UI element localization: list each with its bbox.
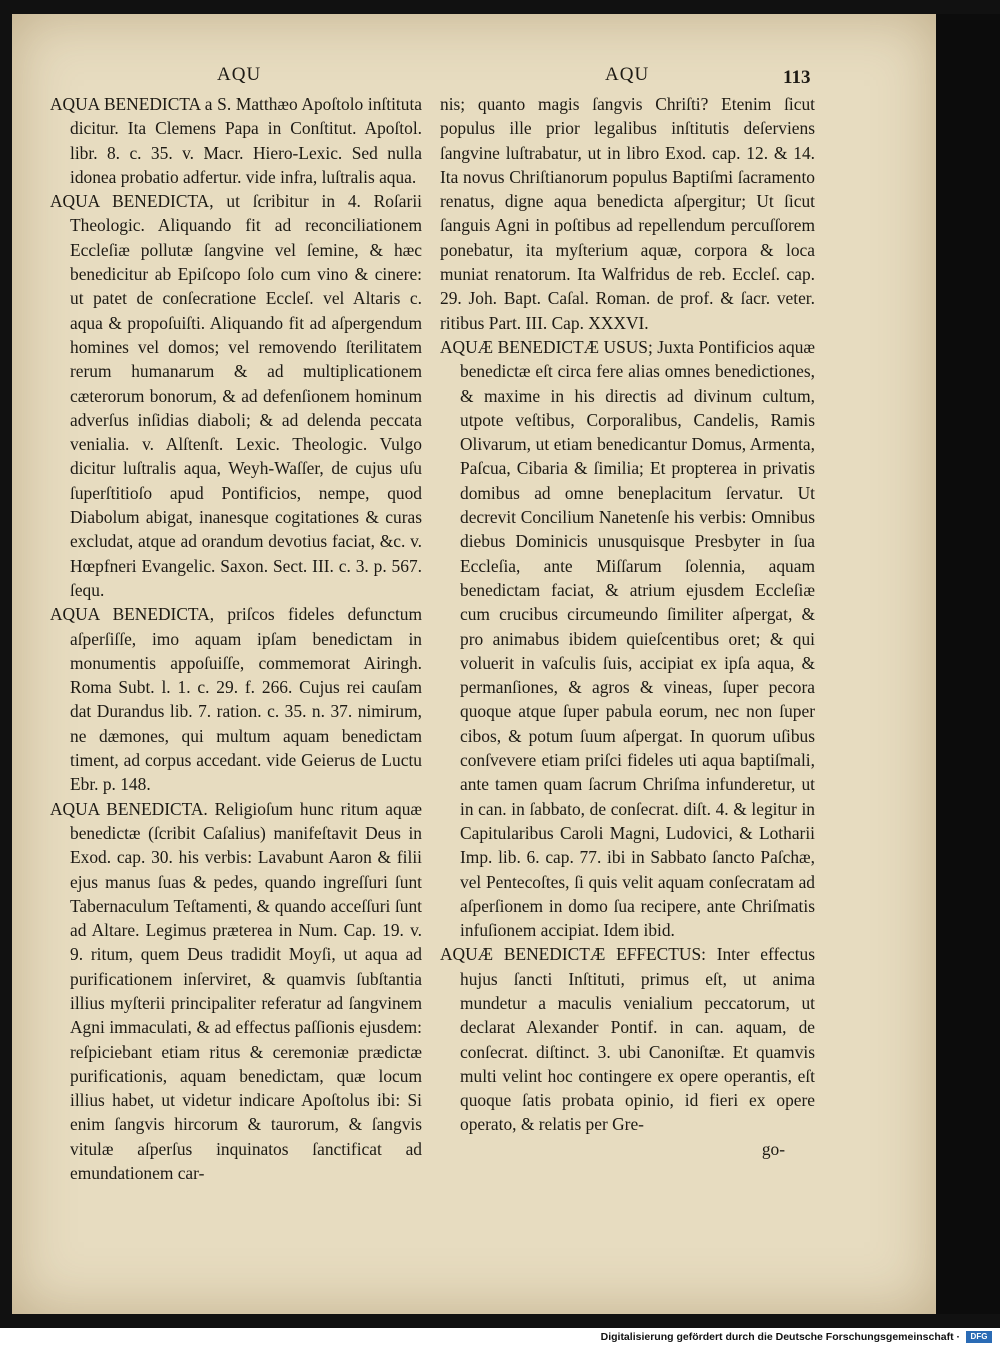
entry-aqua-benedicta-4: AQUA BENEDICTA. Religioſum hunc ritum aquæ benedictæ (ſcribit Caſalius) manifeſtavit Deus in Exod. cap. 30. his verbis: Lavabunt Aaron & filii ejus manus ſuas & pedes, quando ingreſſuri ſunt Tabernaculum Teſtamenti, & quando acceſſuri ſunt ad Altare. Legimus præterea in Num. Cap. 19. v. 9. ritum, quem Deus tradidit Moyſi, ut aqua ad purificationem inſerviret, & quamvis ſubſtantia illius myſterii principaliter referatur ad ſangvinem Agni immaculati, & ad effectus paſſionis ejusdem: reſpiciebant etiam ritus & ceremoniæ prædictæ purificationis, aquam benedictam, quæ locum illius habet, ut videtur indicare Apoſtolus ibi: Si enim ſangvis hircorum & taurorum, & ſangvis vitulæ aſperſus inquinatos ſanctificat ad emundationem car- xyxy=(50,798,422,1184)
entry-aqua-benedicta-1: AQUA BENEDICTA a S. Matthæo Apoſtolo inſtituta dicitur. Ita Clemens Papa in Conſtitut. Apoſtol. libr. 8. c. 35. v. Macr. Hiero-Lexic. Sed nulla idonea probatio adfertur. vide infra, luſtralis aqua. xyxy=(50,94,422,187)
entry-aqua-benedicta-3: AQUA BENEDICTA, priſcos fideles defunctum aſperſiſſe, imo aquam ipſam benedictam in monumentis appoſuiſſe, commemorat Airingh. Roma Subt. l. 1. c. 29. f. 266. Cujus rei cauſam dat Durandus lib. 7. ration. c. 35. n. 37. nimirum, ne dæmones, qui multum aquam benedictam timent, ad corpus accedant. vide Geierus de Luctu Ebr. p. 148. xyxy=(50,604,422,795)
entry-aqua-benedicta-2: AQUA BENEDICTA, ut ſcribitur in 4. Roſarii Theologic. Aliquando fit ad reconciliationem Eccleſiæ pollutæ ſangvine vel ſemine, & hæc benedicitur ab Epiſcopo ſolo cum vino & cinere: ut patet de conſecratione Eccleſ. vel Altaris c. aqua & propoſuiſti. Aliquando fit ad aſpergendum homines vel domos; vel removendo ſterilitatem rerum humanarum & ad multiplicationem cæterorum bonorum, & ad defenſionem hominum adverſus inſidias diaboli; & ad delenda peccata venialia. v. Alſtenſt. Lexic. Theologic. Vulgo dicitur luſtralis aqua, Weyh-Waſſer, de cujus uſu ſuperſtitioſo apud Pontificios, nempe, quod Diabolum abigat, inanesque cogitationes & curas excludat, atque ad orandum devotius faciat, &c. v. Hœpfneri Evangelic. Saxon. Sect. III. c. 3. p. 567. ſequ. xyxy=(50,191,422,600)
scan-dark-edge xyxy=(936,14,1000,1314)
page-number: 113 xyxy=(783,67,811,88)
running-head-left: AQU xyxy=(217,64,262,85)
left-column xyxy=(50,92,422,1185)
footer-credit: Digitalisierung gefördert durch die Deutsche Forschungsgemeinschaft · xyxy=(600,1331,960,1343)
entry-continuation: nis; quanto magis ſangvis Chriſti? Etenim ſicut populus ille prior legalibus inſtitutis deſerviens ſangvine luſtrabatur, ut in libro Exod. cap. 12. & 14. Ita novus Chriſtianorum populus Baptiſmi ſacramento renatus, digne aqua benedicta aſpergitur; Ut ſicut ſanguis Agni in poſtibus ad repellendum percuſſorem ponebatur, ita myſterium aquæ, corpora & loca muniat renatorum. Ita Walfridus de reb. Eccleſ. cap. 29. Joh. Bapt. Caſal. Roman. de prof. & ſacr. veter. ritibus Part. III. Cap. XXXVI. xyxy=(440,94,815,333)
right-column xyxy=(440,92,815,1161)
entry-aquae-benedictae-usus: AQUÆ BENEDICTÆ USUS; Juxta Pontificios aquæ benedictæ eſt circa fere alias omnes benedictiones, & maxime in his directis ad divinum cultum, utpote veſtibus, Corporalibus, Candelis, Ramis Olivarum, ut etiam benedicantur Domus, Armenta, Paſcua, Cibaria & ſimilia; Et propterea in privatis domibus ad omne beneplacitum ſervatur. Ut decrevit Concilium Nanetenſe his verbis: Omnibus diebus Dominicis unusquisque Presbyter in ſua Eccleſia, ante Miſſarum ſolennia, aquam benedictam faciat, & atrium ejusdem Eccleſiæ cum crucibus circumeundo ſimiliter aſpergat, & pro animabus ibidem quieſcentibus oret; & qui voluerit in vaſculis ſuis, accipiat ex ipſa aqua, & permanſiones, & agros & vineas, ſuper pecora quoque atque ſuper pabula eorum, nec non ſuper cibos, & potum ſuum aſpergat. In quorum uſibus conſvevere etiam priſci fideles uti aqua baptiſmali, ante tamen quam ſacrum Chriſma infunderetur, ut in can. in ſabbato, de conſecrat. diſt. 4. & legitur in Capitularibus Caroli Magni, Ludovici, & Lotharii Imp. lib. 6. cap. 77. ibi in Sabbato ſancto Paſchæ, vel Pentecoſtes, ſi quis velit aquam conſecratam ad aſperſionem in domo ſua recipere, ante Chriſmatis infuſionem accipiat. Idem ibid. xyxy=(440,336,815,941)
catchword: go- xyxy=(761,1138,785,1159)
running-head-right: AQU xyxy=(605,64,650,85)
dfg-logo-icon: DFG xyxy=(966,1331,992,1343)
entry-aquae-benedictae-effectus: AQUÆ BENEDICTÆ EFFECTUS: Inter effectus hujus ſancti Inſtituti, primus eſt, ut anima mundetur a maculis venialium peccatorum, ut declarat Alexander Pontif. in can. aquam, de conſecrat. diſtinct. 3. ubi Canoniſtæ. Et quamvis multi velint hoc contingere ex opere operantis, eſt quoque ſatis probata opinio, id fieri ex opere operato, & relatis per Gre- xyxy=(440,944,815,1135)
